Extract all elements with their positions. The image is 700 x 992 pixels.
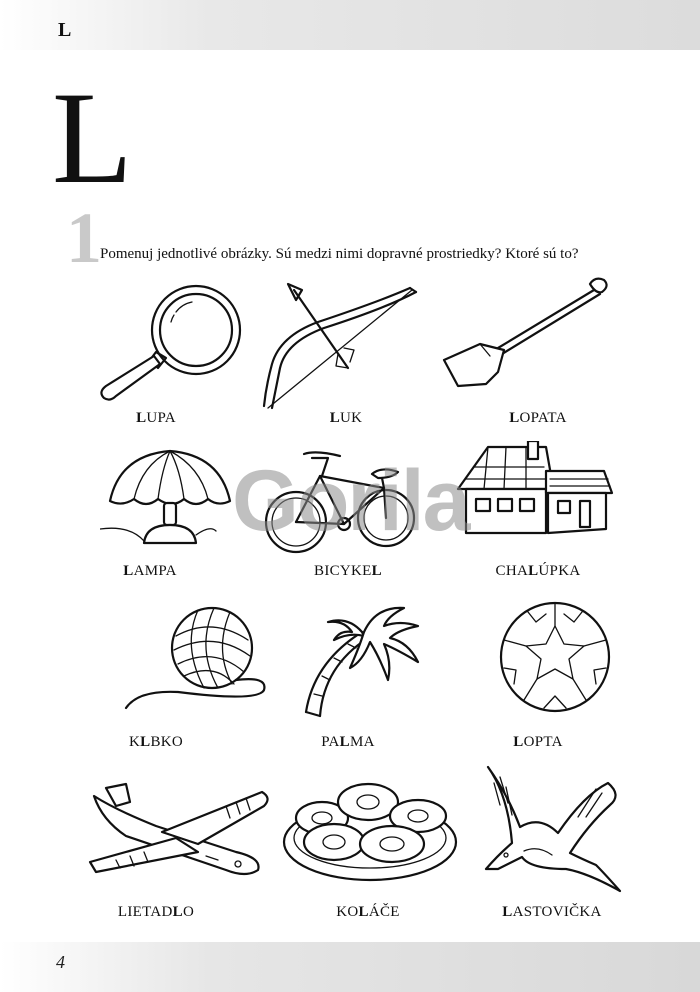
airplane-icon [86, 780, 271, 880]
watermark: Gorila [232, 453, 469, 549]
page-number: 4 [56, 952, 65, 972]
swallow-bird-icon [478, 765, 628, 895]
caption-bicykel: BICYKEL [314, 563, 382, 579]
magnifying-glass-icon [96, 282, 246, 402]
caption-lopata: LOPATA [509, 410, 567, 426]
yarn-ball-icon [118, 606, 273, 718]
top-header-bar [0, 0, 700, 50]
caption-luk: LUK [329, 410, 363, 426]
caption-lietadlo: LIETADLO [117, 904, 195, 920]
lamp-icon [100, 445, 240, 555]
cookies-plate-icon [280, 780, 460, 882]
caption-palma: PALMA [321, 734, 375, 750]
caption-lopta: LOPTA [513, 734, 563, 750]
caption-kolace: KOLÁČE [336, 904, 400, 920]
football-icon [498, 600, 613, 715]
bottom-footer-bar [0, 942, 700, 992]
big-letter-title: L [52, 64, 133, 211]
caption-lastovicka: LASTOVIČKA [502, 904, 602, 920]
cottage-icon [454, 441, 614, 541]
header-letter: L [58, 19, 72, 41]
caption-lupa: LUPA [136, 410, 176, 426]
task-instruction: Pomenuj jednotlivé obrázky. Sú medzi nimi dopravné prostriedky? Ktoré sú to? [100, 246, 579, 262]
caption-klbko: KLBKO [128, 734, 184, 750]
task-number: 1 [66, 198, 102, 278]
caption-chalupka: CHALÚPKA [495, 563, 581, 579]
shovel-icon [440, 272, 615, 392]
bow-and-arrow-icon [258, 282, 423, 412]
caption-lampa: LAMPA [123, 563, 177, 579]
palm-tree-icon [300, 602, 445, 720]
